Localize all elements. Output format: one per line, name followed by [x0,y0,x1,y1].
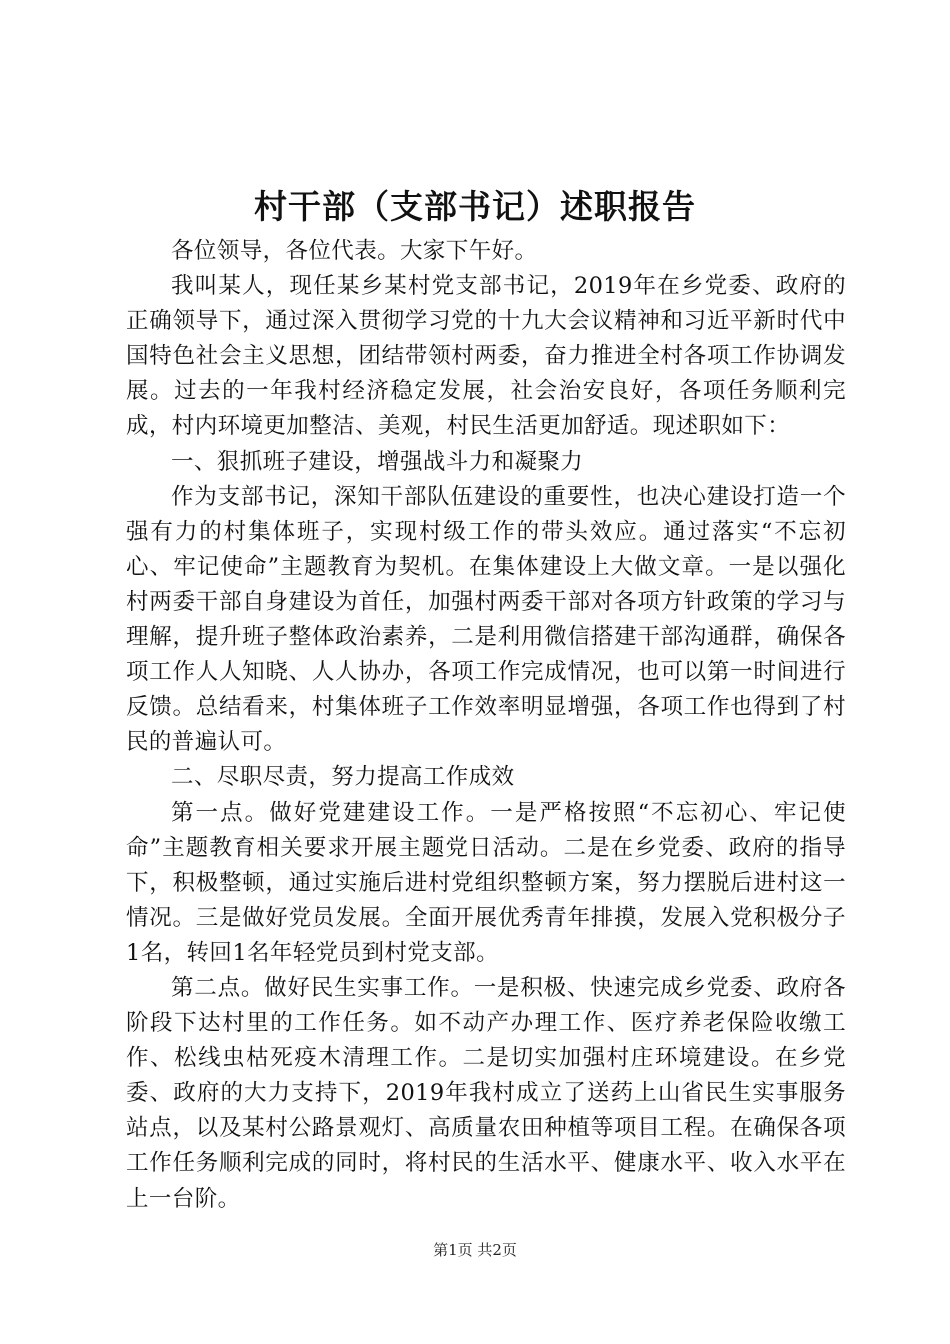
document-title: 村干部（支部书记）述职报告 [254,187,696,226]
page-number-footer: 第1页 共2页 [433,1241,517,1259]
document-body [126,234,846,1217]
greeting-paragraph: 各位领导，各位代表。大家下午好。 [171,238,538,264]
section-heading-1: 一、狠抓班子建设，增强战斗力和凝聚力 [171,448,584,475]
point-2-paragraph: 第二点。做好民生实事工作。一是积极、快速完成乡党委、政府各阶段下达村里的工作任务。如不动产办理工作、医疗养老保险收缴工作、松线虫枯死疫木清理工作。二是切实加强村庄环境建设。在乡党委、政府的大力支持下，2019年我村成立了送药上山省民生实事服务站点，以及某村公路景观灯、高质量农田种植等项目工程。在确保各项工作任务顺利完成的同时，将村民的生活水平、健康水平、收入水平在上一台阶。 [126,974,846,1212]
point-1-paragraph: 第一点。做好党建建设工作。一是严格按照“不忘初心、牢记使命”主题教育相关要求开展主题党日活动。二是在乡党委、政府的指导下，积极整顿，通过实施后进村党组织整顿方案，努力摆脱后进村这一情况。三是做好党员发展。全面开展优秀青年排摸，发展入党积极分子1名，转回1名年轻党员到村党支部。 [126,799,846,966]
section-heading-2: 二、尽职尽责，努力提高工作成效 [171,764,515,791]
intro-paragraph: 我叫某人，现任某乡某村党支部书记，2019年在乡党委、政府的正确领导下，通过深入贯彻学习党的十九大会议精神和习近平新时代中国特色社会主义思想，团结带领村两委，奋力推进全村各项工作协调发展。过去的一年我村经济稳定发展，社会治安良好，各项任务顺利完成，村内环境更加整洁、美观，村民生活更加舒适。现述职如下： [126,273,846,440]
section-1-paragraph: 作为支部书记，深知干部队伍建设的重要性，也决心建设打造一个强有力的村集体班子，实现村级工作的带头效应。通过落实“不忘初心、牢记使命”主题教育为契机。在集体建设上大做文章。一是以强化村两委干部自身建设为首任，加强村两委干部对各项方针政策的学习与理解，提升班子整体政治素养，二是利用微信搭建干部沟通群，确保各项工作人人知晓、人人协办，各项工作完成情况，也可以第一时间进行反馈。总结看来，村集体班子工作效率明显增强，各项工作也得到了村民的普遍认可。 [126,483,846,756]
